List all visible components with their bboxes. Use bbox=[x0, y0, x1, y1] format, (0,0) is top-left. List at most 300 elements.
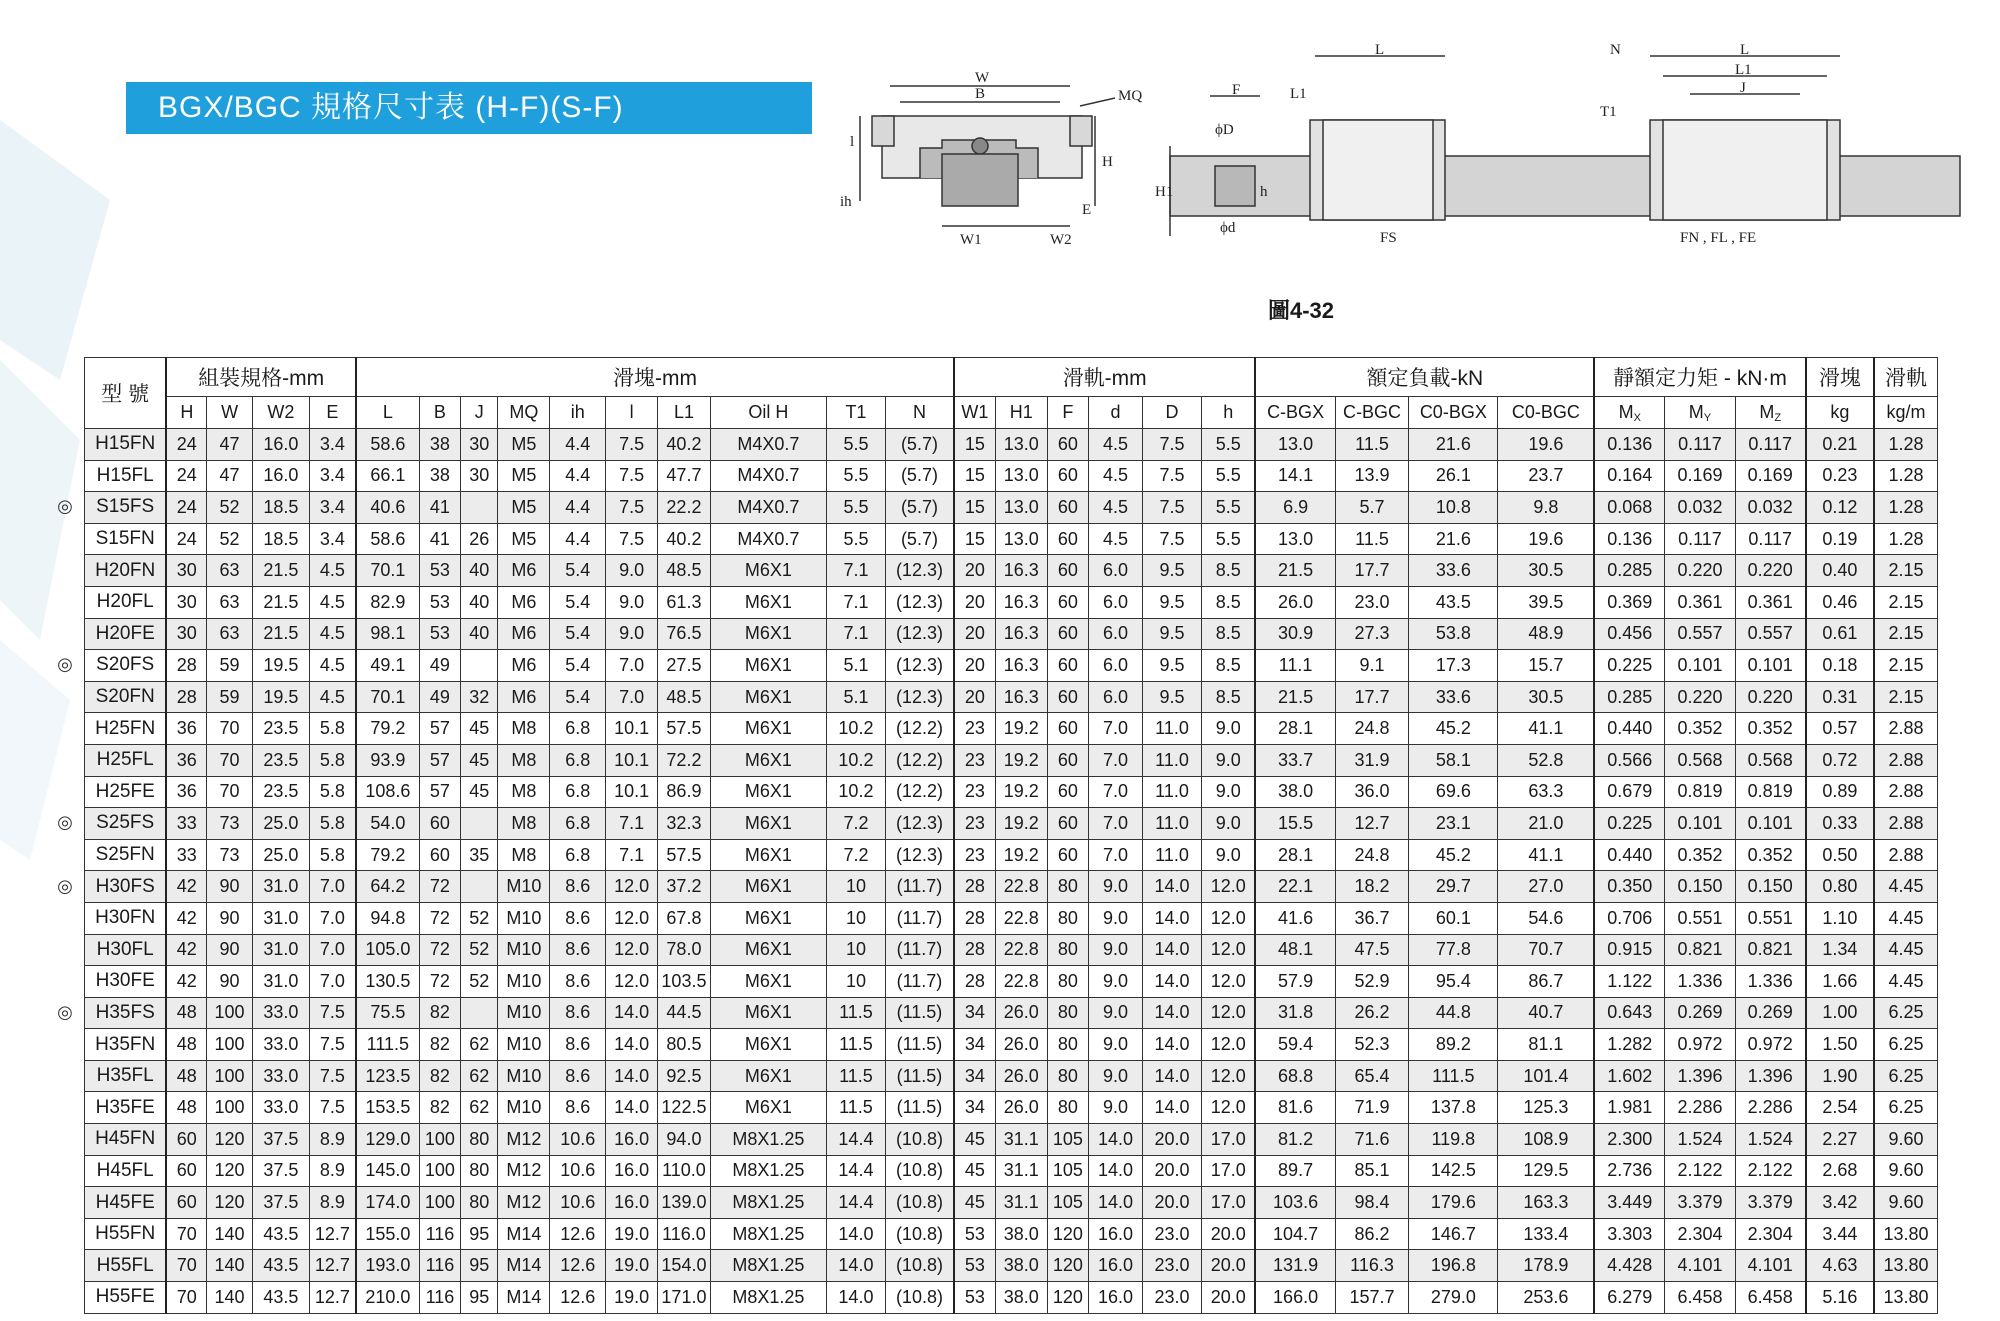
table-cell: M4X0.7 bbox=[710, 492, 826, 524]
table-cell: 8.5 bbox=[1202, 618, 1256, 650]
model-cell: H30FE bbox=[85, 966, 167, 998]
table-cell: 59 bbox=[207, 650, 253, 682]
table-cell: 48.1 bbox=[1255, 934, 1335, 966]
table-cell: 80 bbox=[461, 1155, 498, 1187]
table-cell: 64.2 bbox=[356, 871, 419, 903]
row-marker: ◎ bbox=[57, 875, 73, 896]
table-cell: 31.8 bbox=[1255, 997, 1335, 1029]
table-cell: M6 bbox=[498, 586, 550, 618]
table-cell: 19.0 bbox=[606, 1250, 658, 1282]
table-cell: 125.3 bbox=[1498, 1092, 1594, 1124]
table-row bbox=[85, 1187, 1938, 1219]
table-cell: 5.5 bbox=[826, 429, 885, 461]
label-FS: FS bbox=[1380, 230, 1397, 246]
table-cell: 53 bbox=[419, 586, 460, 618]
table-cell: 17.3 bbox=[1409, 650, 1498, 682]
table-cell: 2.88 bbox=[1874, 744, 1937, 776]
table-cell: 72 bbox=[419, 966, 460, 998]
table-cell: 70.1 bbox=[356, 681, 419, 713]
table-cell: 4.5 bbox=[1089, 460, 1143, 492]
table-cell: (12.3) bbox=[885, 681, 953, 713]
column-header: h bbox=[1202, 397, 1256, 429]
label-MQ: MQ bbox=[1118, 88, 1143, 104]
table-cell: 14.0 bbox=[1142, 997, 1201, 1029]
technical-drawing bbox=[820, 36, 1980, 266]
table-cell: 100 bbox=[207, 997, 253, 1029]
table-cell: 48 bbox=[166, 1060, 206, 1092]
column-header-subscript: Y bbox=[1703, 411, 1712, 424]
model-cell: H45FL bbox=[85, 1155, 167, 1187]
table-cell: 57 bbox=[419, 776, 460, 808]
table-cell: 3.379 bbox=[1735, 1187, 1805, 1219]
table-cell: 23.0 bbox=[1142, 1218, 1201, 1250]
table-cell: 57 bbox=[419, 713, 460, 745]
table-cell: (10.8) bbox=[885, 1282, 953, 1314]
table-cell: 47.5 bbox=[1335, 934, 1409, 966]
label-N: N bbox=[1610, 42, 1621, 58]
table-cell: 5.4 bbox=[550, 586, 606, 618]
table-cell: 19.2 bbox=[995, 713, 1047, 745]
table-cell: 57.5 bbox=[658, 839, 711, 871]
table-cell: 94.8 bbox=[356, 902, 419, 934]
table-cell: 0.440 bbox=[1594, 713, 1664, 745]
table-cell: 28 bbox=[954, 966, 995, 998]
table-cell: 38.0 bbox=[995, 1218, 1047, 1250]
table-cell: 142.5 bbox=[1409, 1155, 1498, 1187]
table-cell: 60 bbox=[166, 1187, 206, 1219]
table-cell: (10.8) bbox=[885, 1250, 953, 1282]
table-cell: 60 bbox=[1047, 681, 1088, 713]
table-cell: 69.6 bbox=[1409, 776, 1498, 808]
label-T1: T1 bbox=[1600, 104, 1617, 120]
table-cell: (11.5) bbox=[885, 1029, 953, 1061]
model-cell: H35FE bbox=[85, 1092, 167, 1124]
table-cell: 14.0 bbox=[1089, 1155, 1143, 1187]
table-cell: 9.0 bbox=[606, 555, 658, 587]
table-cell: 37.5 bbox=[252, 1124, 309, 1156]
table-cell: M6 bbox=[498, 681, 550, 713]
table-cell: 44.5 bbox=[658, 997, 711, 1029]
table-cell: 28 bbox=[954, 934, 995, 966]
table-cell: 60.1 bbox=[1409, 902, 1498, 934]
table-cell: M8 bbox=[498, 744, 550, 776]
table-cell: 1.602 bbox=[1594, 1060, 1664, 1092]
table-cell: 42 bbox=[166, 871, 206, 903]
column-header: H1 bbox=[995, 397, 1047, 429]
column-header: kg bbox=[1806, 397, 1874, 429]
table-cell: 23.1 bbox=[1409, 808, 1498, 840]
table-cell: 23.5 bbox=[252, 713, 309, 745]
table-cell: 80 bbox=[1047, 902, 1088, 934]
table-cell: 110.0 bbox=[658, 1155, 711, 1187]
column-header: W2 bbox=[252, 397, 309, 429]
table-cell: (11.5) bbox=[885, 997, 953, 1029]
table-cell: M8 bbox=[498, 713, 550, 745]
table-cell: 9.0 bbox=[1089, 902, 1143, 934]
spec-table bbox=[84, 357, 1938, 1314]
table-cell: 20 bbox=[954, 618, 995, 650]
table-cell: 1.396 bbox=[1735, 1060, 1805, 1092]
table-cell: 10 bbox=[826, 966, 885, 998]
table-cell: 0.369 bbox=[1594, 586, 1664, 618]
table-cell: 82 bbox=[419, 1092, 460, 1124]
table-cell: 111.5 bbox=[1409, 1060, 1498, 1092]
table-cell: 5.5 bbox=[826, 460, 885, 492]
label-W: W bbox=[975, 70, 990, 86]
table-cell: (12.2) bbox=[885, 713, 953, 745]
table-cell: 12.0 bbox=[606, 871, 658, 903]
table-cell: M6X1 bbox=[710, 808, 826, 840]
table-cell: 45 bbox=[954, 1124, 995, 1156]
table-cell: 25.0 bbox=[252, 839, 309, 871]
table-row bbox=[85, 776, 1938, 808]
model-cell: S15FS bbox=[85, 492, 167, 524]
table-cell: 28 bbox=[166, 650, 206, 682]
table-cell: 14.0 bbox=[1142, 902, 1201, 934]
table-cell: 196.8 bbox=[1409, 1250, 1498, 1282]
table-cell: 5.8 bbox=[309, 744, 356, 776]
table-cell: M14 bbox=[498, 1250, 550, 1282]
table-cell: 28 bbox=[954, 902, 995, 934]
table-cell: 82 bbox=[419, 1029, 460, 1061]
table-cell bbox=[461, 808, 498, 840]
table-cell: 33.0 bbox=[252, 1060, 309, 1092]
table-cell: M10 bbox=[498, 966, 550, 998]
row-marker: ◎ bbox=[57, 654, 73, 675]
table-cell: 22.8 bbox=[995, 934, 1047, 966]
label-h: h bbox=[1260, 184, 1268, 200]
table-cell: 129.5 bbox=[1498, 1155, 1594, 1187]
table-cell: 3.4 bbox=[309, 460, 356, 492]
table-cell: 0.33 bbox=[1806, 808, 1874, 840]
table-cell: 5.8 bbox=[309, 839, 356, 871]
table-cell: 105 bbox=[1047, 1124, 1088, 1156]
table-cell: 40 bbox=[461, 586, 498, 618]
label-F: F bbox=[1232, 82, 1241, 98]
table-cell: 100 bbox=[419, 1124, 460, 1156]
table-cell: 2.286 bbox=[1665, 1092, 1735, 1124]
table-cell: 2.736 bbox=[1594, 1155, 1664, 1187]
table-cell: 5.7 bbox=[1335, 492, 1409, 524]
table-cell: 1.28 bbox=[1874, 460, 1937, 492]
table-cell: 14.0 bbox=[1089, 1124, 1143, 1156]
table-cell: 6.0 bbox=[1089, 555, 1143, 587]
table-row bbox=[85, 460, 1938, 492]
table-cell: 71.6 bbox=[1335, 1124, 1409, 1156]
table-cell: 68.8 bbox=[1255, 1060, 1335, 1092]
table-cell: 30 bbox=[461, 429, 498, 461]
table-cell: 26.0 bbox=[995, 997, 1047, 1029]
table-cell: 33.0 bbox=[252, 1092, 309, 1124]
table-cell: 23 bbox=[954, 839, 995, 871]
table-row bbox=[85, 808, 1938, 840]
column-header bbox=[1594, 397, 1664, 429]
table-cell: 0.117 bbox=[1735, 429, 1805, 461]
table-cell: 71.9 bbox=[1335, 1092, 1409, 1124]
table-cell: 75.5 bbox=[356, 997, 419, 1029]
table-cell: 16.3 bbox=[995, 618, 1047, 650]
table-cell: 5.8 bbox=[309, 713, 356, 745]
table-cell: 33 bbox=[166, 808, 206, 840]
table-cell: 8.5 bbox=[1202, 650, 1256, 682]
table-cell: 57 bbox=[419, 744, 460, 776]
table-cell: 70 bbox=[207, 713, 253, 745]
table-cell: (12.2) bbox=[885, 776, 953, 808]
table-cell: (12.2) bbox=[885, 744, 953, 776]
table-cell: 12.7 bbox=[309, 1250, 356, 1282]
table-cell: 92.5 bbox=[658, 1060, 711, 1092]
table-cell: 8.5 bbox=[1202, 586, 1256, 618]
header-block: 滑塊-mm bbox=[356, 358, 954, 397]
table-cell: 79.2 bbox=[356, 839, 419, 871]
table-cell: 6.279 bbox=[1594, 1282, 1664, 1314]
table-cell: 44.8 bbox=[1409, 997, 1498, 1029]
table-cell: 0.285 bbox=[1594, 681, 1664, 713]
table-cell: 26.2 bbox=[1335, 997, 1409, 1029]
table-cell: 7.0 bbox=[1089, 713, 1143, 745]
model-cell: H25FE bbox=[85, 776, 167, 808]
table-cell: 103.6 bbox=[1255, 1187, 1335, 1219]
table-cell: 0.566 bbox=[1594, 744, 1664, 776]
table-cell: 19.5 bbox=[252, 650, 309, 682]
table-cell: 14.0 bbox=[1142, 1092, 1201, 1124]
table-cell: 11.5 bbox=[826, 997, 885, 1029]
table-cell: (5.7) bbox=[885, 523, 953, 555]
column-header: l bbox=[606, 397, 658, 429]
table-cell: M6X1 bbox=[710, 1029, 826, 1061]
table-cell: 48 bbox=[166, 1092, 206, 1124]
table-cell: 63 bbox=[207, 586, 253, 618]
model-cell: S20FS bbox=[85, 650, 167, 682]
table-cell: 9.0 bbox=[1089, 966, 1143, 998]
table-cell: 16.0 bbox=[252, 429, 309, 461]
table-cell: 45 bbox=[461, 713, 498, 745]
table-cell: 82 bbox=[419, 1060, 460, 1092]
table-cell: 9.60 bbox=[1874, 1155, 1937, 1187]
table-cell: 0.101 bbox=[1665, 808, 1735, 840]
table-cell: 70.1 bbox=[356, 555, 419, 587]
table-cell: 23.5 bbox=[252, 776, 309, 808]
table-cell: 4.5 bbox=[309, 586, 356, 618]
table-cell: 119.8 bbox=[1409, 1124, 1498, 1156]
table-cell: 122.5 bbox=[658, 1092, 711, 1124]
table-cell: 19.2 bbox=[995, 839, 1047, 871]
table-cell: 0.164 bbox=[1594, 460, 1664, 492]
page-title: BGX/BGC 規格尺寸表 (H-F)(S-F) bbox=[126, 82, 812, 134]
table-cell: 6.0 bbox=[1089, 586, 1143, 618]
table-cell: 0.679 bbox=[1594, 776, 1664, 808]
column-header: H bbox=[166, 397, 206, 429]
table-cell: 0.352 bbox=[1665, 713, 1735, 745]
table-cell: 10.2 bbox=[826, 713, 885, 745]
table-cell: 0.50 bbox=[1806, 839, 1874, 871]
table-cell: 36.7 bbox=[1335, 902, 1409, 934]
table-cell: 11.0 bbox=[1142, 744, 1201, 776]
table-cell: 58.1 bbox=[1409, 744, 1498, 776]
table-cell: 52.3 bbox=[1335, 1029, 1409, 1061]
table-cell: 34 bbox=[954, 1092, 995, 1124]
header-rail-weight: 滑軌 bbox=[1874, 358, 1937, 397]
table-cell: 3.42 bbox=[1806, 1187, 1874, 1219]
table-cell: 6.0 bbox=[1089, 650, 1143, 682]
table-cell: 5.5 bbox=[1202, 460, 1256, 492]
table-cell: 23.0 bbox=[1142, 1250, 1201, 1282]
table-cell: 1.50 bbox=[1806, 1029, 1874, 1061]
table-cell: 94.0 bbox=[658, 1124, 711, 1156]
table-cell: 82.9 bbox=[356, 586, 419, 618]
table-cell: 17.7 bbox=[1335, 681, 1409, 713]
table-cell: 6.25 bbox=[1874, 1092, 1937, 1124]
table-cell: 12.7 bbox=[309, 1218, 356, 1250]
model-cell: H55FN bbox=[85, 1218, 167, 1250]
table-cell: 35 bbox=[461, 839, 498, 871]
table-cell: 1.28 bbox=[1874, 429, 1937, 461]
table-cell: 8.5 bbox=[1202, 681, 1256, 713]
table-cell: 0.220 bbox=[1735, 681, 1805, 713]
table-cell: 60 bbox=[1047, 776, 1088, 808]
table-cell: 43.5 bbox=[252, 1250, 309, 1282]
table-cell: 9.5 bbox=[1142, 618, 1201, 650]
table-cell: 37.2 bbox=[658, 871, 711, 903]
table-cell: 0.706 bbox=[1594, 902, 1664, 934]
table-row bbox=[85, 1155, 1938, 1187]
table-cell: 108.9 bbox=[1498, 1124, 1594, 1156]
table-cell: 25.0 bbox=[252, 808, 309, 840]
table-cell: 5.16 bbox=[1806, 1282, 1874, 1314]
table-cell: 130.5 bbox=[356, 966, 419, 998]
table-cell: 13.80 bbox=[1874, 1250, 1937, 1282]
table-cell: M10 bbox=[498, 997, 550, 1029]
table-cell: 52 bbox=[207, 523, 253, 555]
table-cell: 12.0 bbox=[1202, 1060, 1256, 1092]
column-header-label: M bbox=[1759, 401, 1775, 422]
model-cell: H15FL bbox=[85, 460, 167, 492]
table-cell: 2.122 bbox=[1735, 1155, 1805, 1187]
table-cell: 4.45 bbox=[1874, 871, 1937, 903]
table-cell: 8.9 bbox=[309, 1124, 356, 1156]
table-cell: 1.524 bbox=[1665, 1124, 1735, 1156]
table-cell: 60 bbox=[1047, 808, 1088, 840]
table-cell: 78.0 bbox=[658, 934, 711, 966]
table-cell: (11.7) bbox=[885, 934, 953, 966]
table-cell: 7.0 bbox=[309, 966, 356, 998]
table-cell: 0.23 bbox=[1806, 460, 1874, 492]
table-cell: 0.557 bbox=[1735, 618, 1805, 650]
table-cell: 24 bbox=[166, 492, 206, 524]
table-cell: 63.3 bbox=[1498, 776, 1594, 808]
table-cell: 193.0 bbox=[356, 1250, 419, 1282]
table-cell: 7.0 bbox=[1089, 839, 1143, 871]
table-cell: 0.285 bbox=[1594, 555, 1664, 587]
table-cell: 70 bbox=[207, 744, 253, 776]
table-cell: 57.5 bbox=[658, 713, 711, 745]
table-cell: 10.2 bbox=[826, 776, 885, 808]
table-cell: 14.1 bbox=[1255, 460, 1335, 492]
table-cell: 48.5 bbox=[658, 555, 711, 587]
header-model: 型 號 bbox=[85, 358, 167, 429]
table-cell: 6.458 bbox=[1735, 1282, 1805, 1314]
table-cell: 4.45 bbox=[1874, 934, 1937, 966]
table-row bbox=[85, 1092, 1938, 1124]
table-cell: 2.304 bbox=[1665, 1218, 1735, 1250]
table-cell: 62 bbox=[461, 1092, 498, 1124]
table-cell: 41.6 bbox=[1255, 902, 1335, 934]
model-cell: H35FN bbox=[85, 1029, 167, 1061]
model-cell: H20FE bbox=[85, 618, 167, 650]
table-cell: 11.0 bbox=[1142, 839, 1201, 871]
table-cell: 82 bbox=[419, 997, 460, 1029]
table-cell: M4X0.7 bbox=[710, 460, 826, 492]
table-cell: 0.40 bbox=[1806, 555, 1874, 587]
table-cell: 13.80 bbox=[1874, 1218, 1937, 1250]
row-marker: ◎ bbox=[57, 1001, 73, 1022]
table-cell: 40.2 bbox=[658, 523, 711, 555]
table-cell: 7.0 bbox=[309, 902, 356, 934]
table-cell: (12.3) bbox=[885, 839, 953, 871]
table-cell: 116.0 bbox=[658, 1218, 711, 1250]
table-cell: 3.4 bbox=[309, 523, 356, 555]
table-cell: 0.136 bbox=[1594, 429, 1664, 461]
table-cell bbox=[461, 650, 498, 682]
table-cell: 93.9 bbox=[356, 744, 419, 776]
table-cell bbox=[461, 997, 498, 1029]
table-cell: 16.0 bbox=[606, 1124, 658, 1156]
table-cell: M8X1.25 bbox=[710, 1187, 826, 1219]
table-cell: 32.3 bbox=[658, 808, 711, 840]
column-header: C0-BGC bbox=[1498, 397, 1594, 429]
table-cell: 67.8 bbox=[658, 902, 711, 934]
label-H: H bbox=[1102, 154, 1113, 170]
table-cell: 98.4 bbox=[1335, 1187, 1409, 1219]
table-cell: M6X1 bbox=[710, 776, 826, 808]
table-cell: 85.1 bbox=[1335, 1155, 1409, 1187]
table-cell: 60 bbox=[1047, 492, 1088, 524]
table-cell: 10 bbox=[826, 934, 885, 966]
table-cell: M10 bbox=[498, 1060, 550, 1092]
label-l: l bbox=[850, 134, 855, 150]
table-cell: 6.0 bbox=[1089, 618, 1143, 650]
table-cell: 5.5 bbox=[826, 523, 885, 555]
table-cell: 131.9 bbox=[1255, 1250, 1335, 1282]
table-cell: 105 bbox=[1047, 1187, 1088, 1219]
table-cell: 18.5 bbox=[252, 492, 309, 524]
table-cell: 7.5 bbox=[309, 997, 356, 1029]
table-cell: 60 bbox=[166, 1155, 206, 1187]
table-cell: 81.2 bbox=[1255, 1124, 1335, 1156]
table-cell: 60 bbox=[1047, 744, 1088, 776]
table-cell: M6X1 bbox=[710, 1092, 826, 1124]
table-row bbox=[85, 618, 1938, 650]
table-cell: 62 bbox=[461, 1029, 498, 1061]
table-cell: 12.0 bbox=[1202, 934, 1256, 966]
model-cell: H55FE bbox=[85, 1282, 167, 1314]
table-cell: 210.0 bbox=[356, 1282, 419, 1314]
table-cell: 43.5 bbox=[1409, 586, 1498, 618]
table-cell: 1.28 bbox=[1874, 492, 1937, 524]
table-cell: 90 bbox=[207, 871, 253, 903]
model-cell: H35FS bbox=[85, 997, 167, 1029]
table-cell: 70.7 bbox=[1498, 934, 1594, 966]
table-cell: 7.5 bbox=[309, 1092, 356, 1124]
table-cell: 100 bbox=[419, 1155, 460, 1187]
table-cell: 4.5 bbox=[309, 650, 356, 682]
table-cell: 0.225 bbox=[1594, 808, 1664, 840]
table-cell: 30 bbox=[166, 586, 206, 618]
table-cell: 45 bbox=[954, 1187, 995, 1219]
table-cell: 7.5 bbox=[309, 1029, 356, 1061]
table-cell: M10 bbox=[498, 1029, 550, 1061]
table-cell: 15 bbox=[954, 460, 995, 492]
